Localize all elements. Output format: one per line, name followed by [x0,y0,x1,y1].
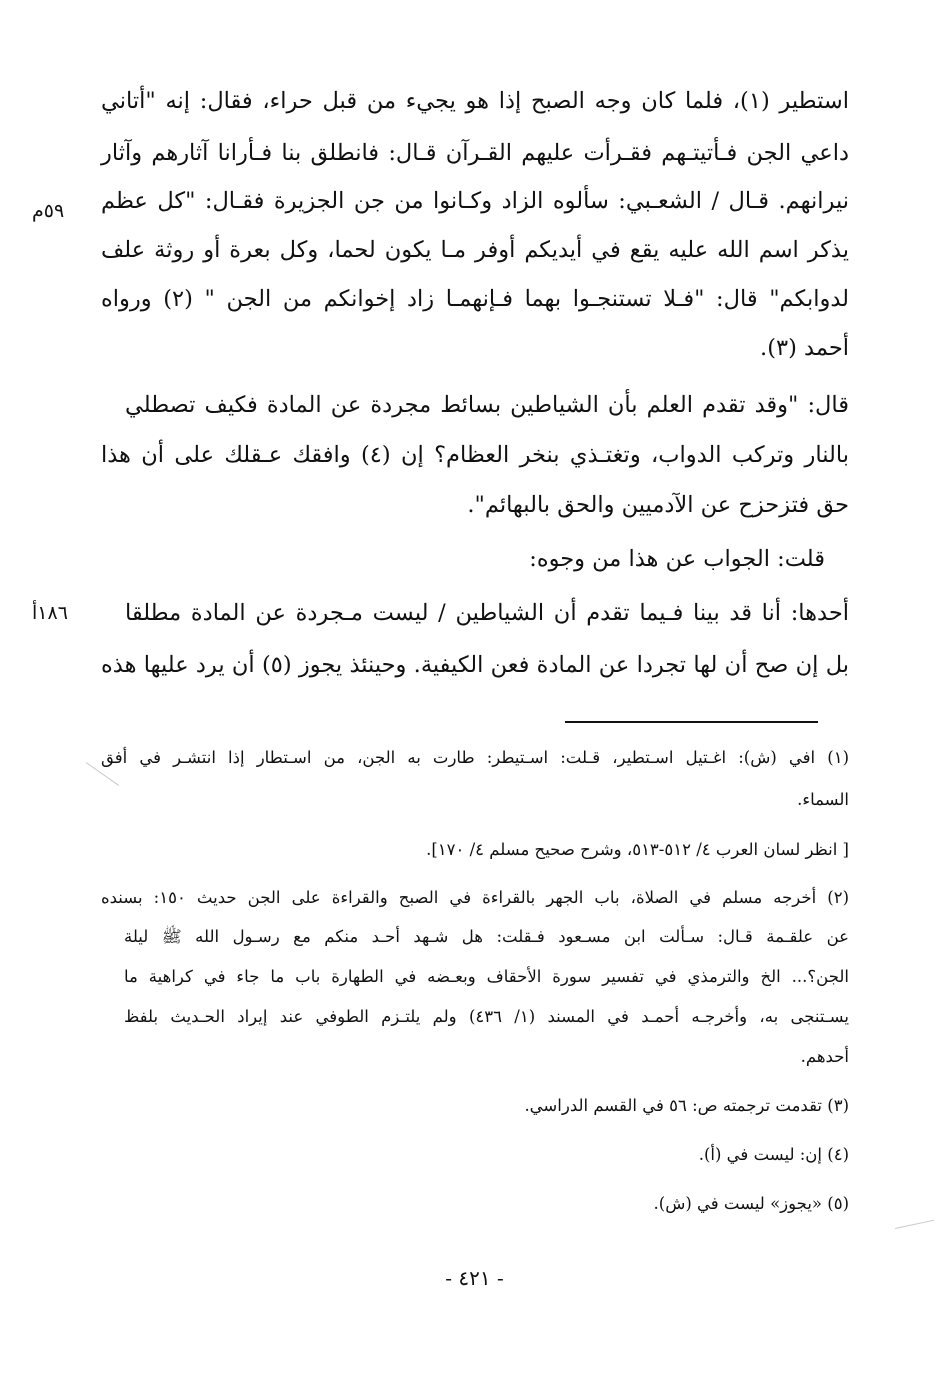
body-line-8: بالنار وتركب الدواب، وتغتـذي بنخر العظام؟ إن (٤) وافقك عـقلك على أن هذا [101,442,849,468]
body-line-1: استطير (١)، فلما كان وجه الصبح إذا هو يجيء من قبل حراء، فقال: إنه "أتاني [101,88,849,114]
body-line-10: قلت: الجواب عن هذا من وجوه: [529,546,825,572]
body-line-2: داعي الجن فـأتيتـهم فقـرأت عليهم القـرآن قـال: فانطلق بنا فـأرانا آثارهم وآثار [101,140,849,166]
footnote-line-10: (٤) إن: ليست في (أ). [698,1145,849,1164]
footnote-line-11: (٥) «يجوز» ليست في (ش). [653,1194,849,1213]
body-line-5: لدوابكم" قال: "فـلا تستنجـوا بهما فـإنهمـا زاد إخوانكم من الجن " (٢) ورواه [101,286,850,312]
footnote-line-2: السماء. [797,790,849,809]
body-line-4: يذكر اسم الله عليه يقع في أيديكم أوفر مـا يكون لحما، وكل بعرة أو روثة علف [101,237,849,263]
body-line-11: أحدها: أنا قد بينا فـيما تقدم أن الشياطين / ليست مـجردة عن المادة مطلقا [125,600,849,626]
page-number: - ٤٢١ - [445,1266,504,1290]
footnote-line-4: (٢) أخرجه مسلم في الصلاة، باب الجهر بالقراءة في الصبح والقراءة على الجن حديث ١٥٠: بسنده [101,888,849,907]
body-line-7: قال: "وقد تقدم العلم بأن الشياطين بسائط مجردة عن المادة فكيف تصطلي [125,392,849,418]
footnote-line-9: (٣) تقدمت ترجمته ص: ٥٦ في القسم الدراسي. [524,1096,849,1115]
body-line-12: بل إن صح أن لها تجردا عن المادة فعن الكيفية. وحينئذ يجوز (٥) أن يرد عليها هذه [101,652,849,678]
footnote-line-7: يسـتنجى به، وأخرجـه أحمـد في المسند (١/ ٤٣٦) ولم يلتـزم الطوفي عند إيراد الحـديث بلفظ [124,1007,849,1026]
body-line-9: حق فتزحزح عن الآدميين والحق بالبهائم". [467,492,849,518]
body-line-6: أحمد (٣). [760,335,849,361]
footnote-line-6: الجن؟... الخ والترمذي في تفسير سورة الأحقاف وبعـضه في الطهارة باب ما جاء في كراهية ما [124,967,849,986]
scan-artifact [895,1220,934,1229]
margin-folio-note: ١٨٦أ [32,602,68,624]
footnote-line-5: عن علقـمة قـال: سـألت ابن مسـعود فـقلت: هل شـهد أحـد منكم مع رسـول الله ﷺ ليلة [124,927,849,946]
footnote-line-8: أحدهم. [800,1047,849,1066]
footnote-line-3: [ انظر لسان العرب ٤/ ٥١٢-٥١٣، وشرح صحيح مسلم ٤/ ١٧٠]. [426,840,849,859]
body-line-3: نيرانهم. قـال / الشعـبي: سألوه الزاد وكـانوا من جن الجزيرة فقـال: "كل عظم [101,188,849,214]
footnote-line-1: (١) افي (ش): اغـتيل اسـتطير، قـلت: اسـتيطر: طارت به الجن، من اسـتطار إذا انتشـر في أفق [101,748,849,767]
margin-folio-note: ٥٩م [32,200,65,222]
footnote-separator [565,721,818,723]
